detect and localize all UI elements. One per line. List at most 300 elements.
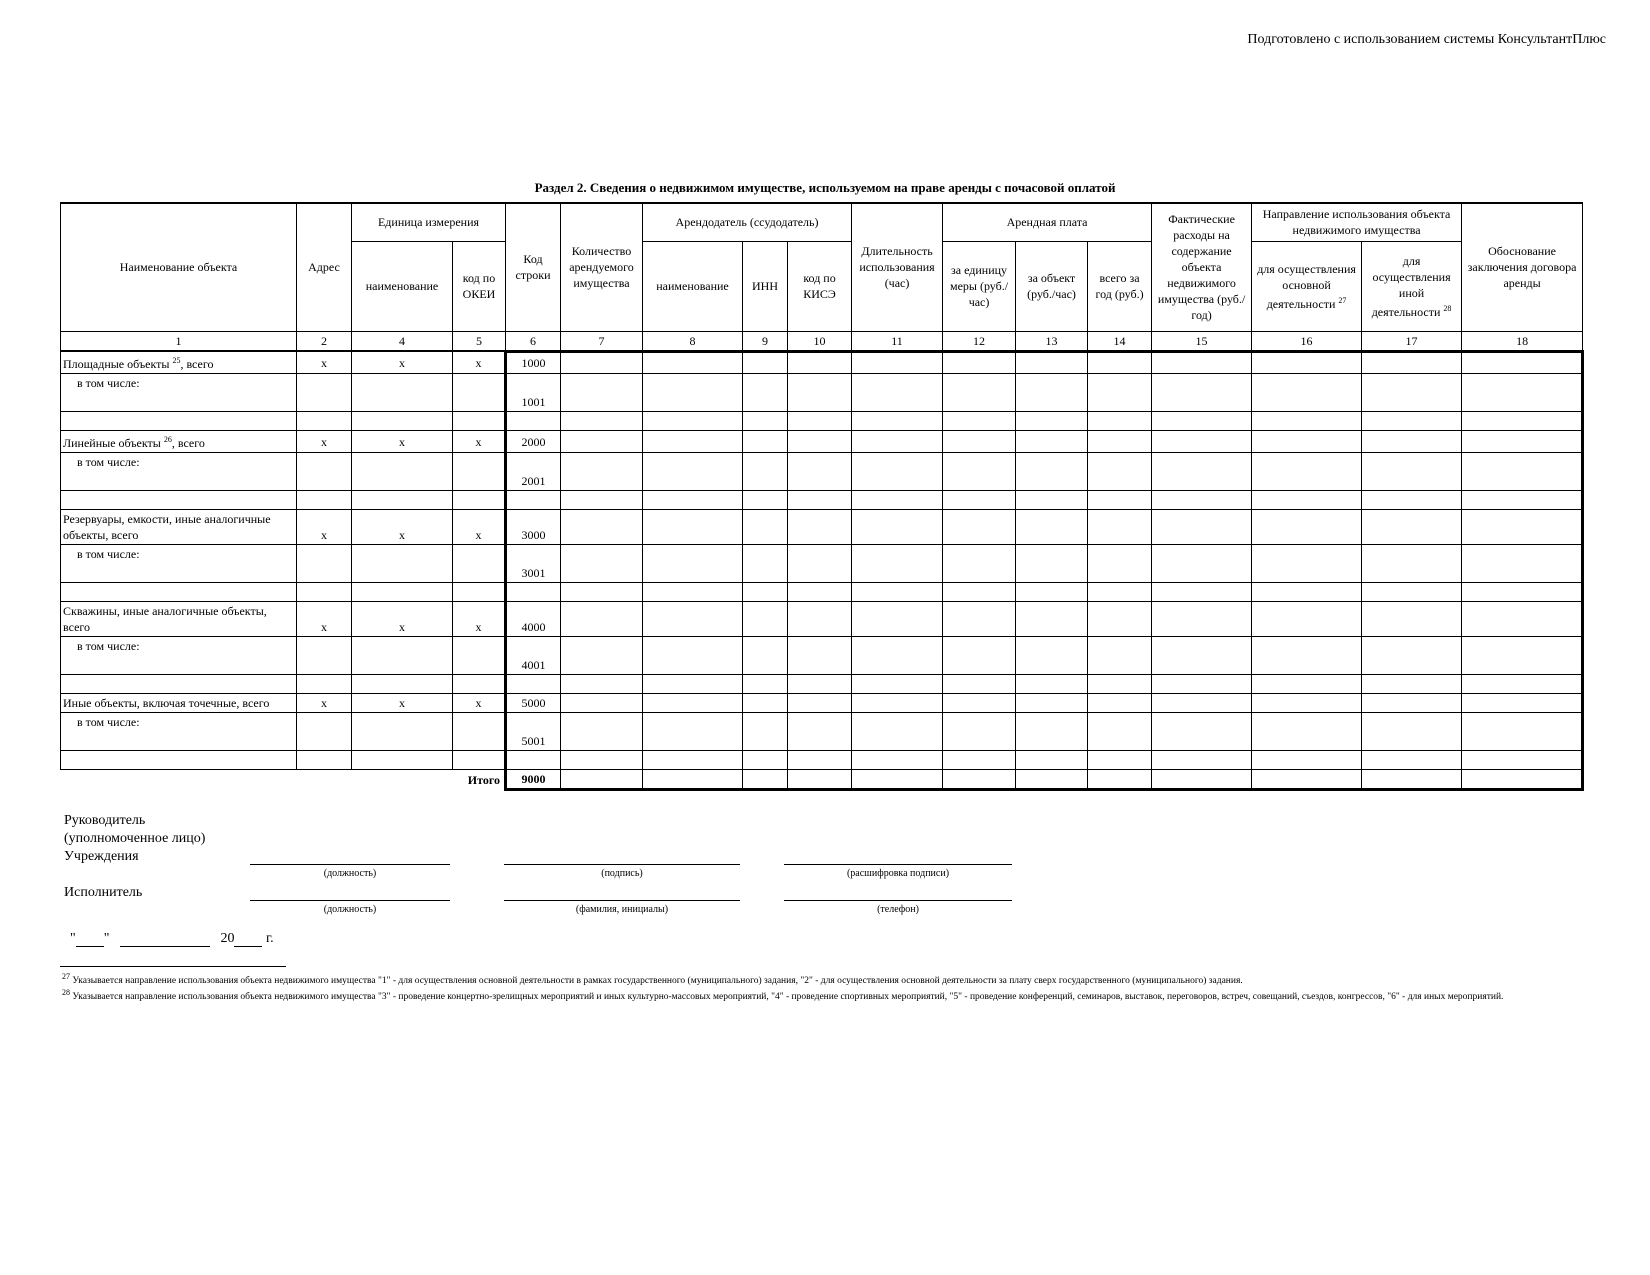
input-cell[interactable] [943,713,1016,751]
input-cell[interactable] [506,583,561,602]
input-cell[interactable] [643,675,743,694]
col-number: 1 [61,331,297,351]
input-cell[interactable] [788,770,852,790]
input-cell[interactable] [1362,545,1462,583]
input-cell[interactable] [743,675,788,694]
input-cell[interactable] [643,770,743,790]
input-cell[interactable] [643,545,743,583]
input-cell[interactable] [297,713,352,751]
input-cell[interactable] [788,351,852,374]
input-cell[interactable] [1016,751,1088,770]
input-cell[interactable] [743,491,788,510]
table-row [61,637,1583,675]
input-cell[interactable] [1088,713,1152,751]
input-cell[interactable] [297,491,352,510]
x-mark: х [297,431,352,453]
input-cell[interactable] [643,412,743,431]
input-cell[interactable] [1252,694,1362,713]
input-cell[interactable] [297,453,352,491]
input-cell[interactable] [453,713,506,751]
input-cell[interactable] [561,412,643,431]
input-cell[interactable] [561,453,643,491]
input-cell[interactable] [788,602,852,637]
input-cell[interactable] [788,675,852,694]
input-cell[interactable] [561,602,643,637]
executor-phone-caption: (телефон) [877,904,919,915]
input-cell[interactable] [561,694,643,713]
head-line1: Руководитель [64,813,146,828]
input-cell[interactable] [852,374,943,412]
input-cell[interactable] [1016,510,1088,545]
input-cell[interactable] [743,510,788,545]
row-label: Линейные объекты $^{26}$, всего [61,431,297,453]
x-mark: х [453,351,506,374]
input-cell[interactable] [852,510,943,545]
input-cell[interactable] [852,351,943,374]
executor-position-caption: (должность) [323,904,377,915]
head-label [64,812,205,866]
input-cell[interactable] [643,431,743,453]
input-cell[interactable] [852,545,943,583]
col-number: 18 [1462,331,1583,351]
input-cell[interactable] [943,351,1016,374]
input-cell[interactable] [352,583,453,602]
input-cell[interactable] [1152,675,1252,694]
input-cell[interactable] [297,583,352,602]
input-cell[interactable] [1152,583,1252,602]
input-cell[interactable] [1152,694,1252,713]
input-cell[interactable] [1362,510,1462,545]
line-code: 1000 [506,351,561,374]
input-cell[interactable] [1152,453,1252,491]
input-cell[interactable] [1462,713,1583,751]
executor-label: Исполнитель [64,885,143,900]
input-cell[interactable] [297,412,352,431]
input-cell[interactable] [1252,602,1362,637]
input-cell[interactable] [561,374,643,412]
input-cell[interactable] [852,675,943,694]
input-cell[interactable] [1152,491,1252,510]
input-cell[interactable] [453,453,506,491]
input-cell[interactable] [1252,374,1362,412]
input-cell[interactable] [1362,751,1462,770]
input-cell[interactable] [788,751,852,770]
input-cell[interactable] [561,770,643,790]
input-cell[interactable] [1462,602,1583,637]
input-cell[interactable] [1088,675,1152,694]
input-cell[interactable] [1088,351,1152,374]
input-cell[interactable] [1252,675,1362,694]
input-cell[interactable] [1016,545,1088,583]
input-cell[interactable] [297,637,352,675]
input-cell[interactable] [1088,491,1152,510]
executor-phone-line[interactable] [784,900,1012,901]
col-number: 2 [297,331,352,351]
input-cell[interactable] [352,637,453,675]
input-cell[interactable] [453,751,506,770]
footnote-27: $^{27}$ Указывается направление использования объекта недвижимого имущества "1" - для осуществления основной деятельности в рамках государственного (муниципального) задания, "2" - для осуществления основной деятельности за плату сверх государственного (муниципального) задания. [62,972,1243,987]
input-cell[interactable] [788,374,852,412]
input-cell[interactable] [1088,583,1152,602]
input-cell[interactable] [1462,431,1583,453]
input-cell[interactable] [352,751,453,770]
input-cell[interactable] [1152,637,1252,675]
input-cell[interactable] [1362,583,1462,602]
input-cell[interactable] [1088,453,1152,491]
input-cell[interactable] [352,374,453,412]
input-cell[interactable] [453,491,506,510]
input-cell[interactable] [1088,431,1152,453]
head-line2: (уполномоченное лицо) [64,831,206,846]
col-header-rent-unit: за единицу меры (руб./час) [943,241,1016,331]
input-cell[interactable] [352,412,453,431]
date-month-field[interactable] [120,930,210,947]
input-cell[interactable] [297,675,352,694]
input-cell[interactable] [1462,770,1583,790]
input-cell[interactable] [852,602,943,637]
input-cell[interactable] [1088,545,1152,583]
input-cell[interactable] [943,637,1016,675]
input-cell[interactable] [643,453,743,491]
input-cell[interactable] [1252,545,1362,583]
input-cell[interactable] [1362,351,1462,374]
input-cell[interactable] [943,583,1016,602]
input-cell[interactable] [297,374,352,412]
input-cell[interactable] [561,491,643,510]
input-cell[interactable] [1252,510,1362,545]
input-cell[interactable] [1362,637,1462,675]
line-code: 5001 [506,713,561,751]
input-cell[interactable] [1462,694,1583,713]
input-cell[interactable] [1462,583,1583,602]
input-cell[interactable] [1252,583,1362,602]
col-number: 16 [1252,331,1362,351]
input-cell[interactable] [1088,637,1152,675]
input-cell[interactable] [943,751,1016,770]
input-cell[interactable] [943,694,1016,713]
head-decoding-line[interactable] [784,864,1012,865]
header-note: Подготовлено с использованием системы КонсультантПлюс [1247,32,1606,47]
input-cell[interactable] [943,491,1016,510]
input-cell[interactable] [1152,545,1252,583]
input-cell[interactable] [297,545,352,583]
table-row [61,545,1583,583]
x-mark: х [297,694,352,713]
input-cell[interactable] [1016,694,1088,713]
input-cell[interactable] [643,751,743,770]
input-cell[interactable] [643,374,743,412]
input-cell[interactable] [506,412,561,431]
input-cell[interactable] [1362,374,1462,412]
input-cell[interactable] [743,583,788,602]
input-cell[interactable] [1016,374,1088,412]
input-cell[interactable] [788,637,852,675]
input-cell[interactable] [1462,453,1583,491]
input-cell[interactable] [352,453,453,491]
input-cell[interactable] [1462,545,1583,583]
input-cell[interactable] [1016,602,1088,637]
input-cell[interactable] [1462,675,1583,694]
input-cell[interactable] [561,545,643,583]
col-number: 5 [453,331,506,351]
input-cell[interactable] [643,602,743,637]
footnote-28: $^{28}$ Указывается направление использования объекта недвижимого имущества "3" - проведение концертно-зрелищных мероприятий и иных культурно-массовых мероприятий, "4" - проведение спортивных мероприятий, "5" - проведение конференций, семинаров, выставок, переговоров, встреч, совещаний, съездов, конгрессов, "6" - для иных мероприятий. [62,988,1504,1003]
input-cell[interactable] [743,351,788,374]
input-cell[interactable] [297,751,352,770]
input-cell[interactable] [1152,510,1252,545]
input-cell[interactable] [1362,675,1462,694]
input-cell[interactable] [1462,351,1583,374]
input-cell[interactable] [352,675,453,694]
input-cell[interactable] [852,412,943,431]
input-cell[interactable] [943,374,1016,412]
date-year-suffix: г. [265,931,274,946]
input-cell[interactable] [1362,412,1462,431]
line-code: 2000 [506,431,561,453]
col-header-unit-name: наименование [352,241,453,331]
input-cell[interactable] [1362,431,1462,453]
input-cell[interactable] [852,453,943,491]
input-cell[interactable] [453,583,506,602]
input-cell[interactable] [788,431,852,453]
col-header-line-code: Код строки [506,203,561,331]
input-cell[interactable] [1152,602,1252,637]
input-cell[interactable] [743,751,788,770]
input-cell[interactable] [643,510,743,545]
input-cell[interactable] [453,545,506,583]
input-cell[interactable] [743,637,788,675]
input-cell[interactable] [561,510,643,545]
input-cell[interactable] [788,713,852,751]
input-cell[interactable] [852,770,943,790]
row-label: Скважины, иные аналогичные объекты, всего [61,602,297,637]
line-code: 1001 [506,374,561,412]
table-row [61,675,1583,694]
input-cell[interactable] [643,583,743,602]
input-cell[interactable] [352,713,453,751]
input-cell[interactable] [453,637,506,675]
input-cell[interactable] [852,583,943,602]
input-cell[interactable] [943,510,1016,545]
input-cell[interactable] [1016,675,1088,694]
input-cell[interactable] [561,351,643,374]
row-sublabel: в том числе: [61,637,297,675]
input-cell[interactable] [943,675,1016,694]
input-cell[interactable] [788,510,852,545]
input-cell[interactable] [561,751,643,770]
input-cell[interactable] [1152,431,1252,453]
executor-position-line[interactable] [250,900,450,901]
input-cell[interactable] [1088,510,1152,545]
input-cell[interactable] [943,431,1016,453]
input-cell[interactable] [1152,713,1252,751]
input-cell[interactable] [1016,491,1088,510]
input-cell[interactable] [1152,770,1252,790]
input-cell[interactable] [788,583,852,602]
x-mark: х [352,431,453,453]
input-cell[interactable] [61,583,297,602]
input-cell[interactable] [943,770,1016,790]
input-cell[interactable] [352,491,453,510]
input-cell[interactable] [1462,412,1583,431]
col-header-kise: код по КИСЭ [788,241,852,331]
x-mark: х [297,602,352,637]
head-position-line[interactable] [250,864,450,865]
x-mark: х [297,510,352,545]
date-year-field[interactable] [234,930,262,947]
col-header-rent-year: всего за год (руб.) [1088,241,1152,331]
row-label: Резервуары, емкости, иные аналогичные объекты, всего [61,510,297,545]
input-cell[interactable] [943,453,1016,491]
input-cell[interactable] [743,545,788,583]
input-cell[interactable] [1252,713,1362,751]
input-cell[interactable] [1252,491,1362,510]
input-cell[interactable] [743,374,788,412]
input-cell[interactable] [1088,412,1152,431]
input-cell[interactable] [1362,770,1462,790]
input-cell[interactable] [561,583,643,602]
date-day-field[interactable] [76,930,104,947]
input-cell[interactable] [743,453,788,491]
input-cell[interactable] [1252,453,1362,491]
input-cell[interactable] [1016,770,1088,790]
input-cell[interactable] [788,412,852,431]
executor-name-line[interactable] [504,900,740,901]
input-cell[interactable] [788,453,852,491]
input-cell[interactable] [643,491,743,510]
x-mark: х [453,694,506,713]
input-cell[interactable] [561,713,643,751]
date-open-quote: " [70,931,76,946]
executor-name-caption: (фамилия, инициалы) [575,904,669,915]
input-cell[interactable] [1362,602,1462,637]
input-cell[interactable] [1252,751,1362,770]
input-cell[interactable] [561,637,643,675]
head-signature-line[interactable] [504,864,740,865]
input-cell[interactable] [1462,751,1583,770]
input-cell[interactable] [506,675,561,694]
input-cell[interactable] [61,751,297,770]
date-line [70,930,274,947]
input-cell[interactable] [852,431,943,453]
date-year-prefix: 20 [220,931,235,946]
line-code: 3001 [506,545,561,583]
input-cell[interactable] [1016,351,1088,374]
input-cell[interactable] [1462,374,1583,412]
input-cell[interactable] [1252,770,1362,790]
input-cell[interactable] [1152,351,1252,374]
input-cell[interactable] [61,412,297,431]
input-cell[interactable] [1152,412,1252,431]
col-number: 9 [743,331,788,351]
input-cell[interactable] [506,751,561,770]
input-cell[interactable] [1016,412,1088,431]
input-cell[interactable] [1088,374,1152,412]
col-header-name: Наименование объекта [61,203,297,331]
x-mark: х [453,602,506,637]
input-cell[interactable] [1016,431,1088,453]
input-cell[interactable] [352,545,453,583]
input-cell[interactable] [743,602,788,637]
row-sublabel: в том числе: [61,453,297,491]
input-cell[interactable] [1016,637,1088,675]
table-row [61,751,1583,770]
input-cell[interactable] [1016,713,1088,751]
input-cell[interactable] [561,675,643,694]
input-cell[interactable] [743,694,788,713]
input-cell[interactable] [643,637,743,675]
input-cell[interactable] [1462,491,1583,510]
input-cell[interactable] [453,675,506,694]
input-cell[interactable] [1462,510,1583,545]
input-cell[interactable] [1016,583,1088,602]
input-cell[interactable] [1152,374,1252,412]
input-cell[interactable] [1362,713,1462,751]
input-cell[interactable] [852,713,943,751]
input-cell[interactable] [1252,637,1362,675]
input-cell[interactable] [506,491,561,510]
input-cell[interactable] [1152,751,1252,770]
input-cell[interactable] [1362,694,1462,713]
input-cell[interactable] [743,412,788,431]
total-code: 9000 [506,770,561,790]
input-cell[interactable] [743,770,788,790]
input-cell[interactable] [943,412,1016,431]
input-cell[interactable] [643,713,743,751]
input-cell[interactable] [453,374,506,412]
input-cell[interactable] [561,431,643,453]
input-cell[interactable] [1362,453,1462,491]
line-code: 4001 [506,637,561,675]
input-cell[interactable] [643,351,743,374]
input-cell[interactable] [61,675,297,694]
input-cell[interactable] [943,602,1016,637]
total-row [61,770,1583,790]
input-cell[interactable] [852,637,943,675]
input-cell[interactable] [1462,637,1583,675]
input-cell[interactable] [852,751,943,770]
input-cell[interactable] [643,694,743,713]
input-cell[interactable] [788,545,852,583]
input-cell[interactable] [453,412,506,431]
input-cell[interactable] [1088,751,1152,770]
input-cell[interactable] [1088,602,1152,637]
col-header-rent-object: за объект (руб./час) [1016,241,1088,331]
input-cell[interactable] [788,491,852,510]
input-cell[interactable] [1252,431,1362,453]
input-cell[interactable] [943,545,1016,583]
col-header-direction-main: для осуществления основной деятельности $^{27}$ [1252,241,1362,331]
input-cell[interactable] [1088,770,1152,790]
input-cell[interactable] [1252,351,1362,374]
row-sublabel: в том числе: [61,545,297,583]
input-cell[interactable] [1088,694,1152,713]
x-mark: х [352,351,453,374]
input-cell[interactable] [1252,412,1362,431]
input-cell[interactable] [743,713,788,751]
col-header-address: Адрес [297,203,352,331]
input-cell[interactable] [852,694,943,713]
input-cell[interactable] [1016,453,1088,491]
input-cell[interactable] [743,431,788,453]
col-number: 10 [788,331,852,351]
input-cell[interactable] [788,694,852,713]
input-cell[interactable] [1362,491,1462,510]
input-cell[interactable] [852,491,943,510]
x-mark: х [352,602,453,637]
input-cell[interactable] [61,491,297,510]
col-header-actual-costs: Фактические расходы на содержание объекта недвижимого имущества (руб./год) [1152,203,1252,331]
